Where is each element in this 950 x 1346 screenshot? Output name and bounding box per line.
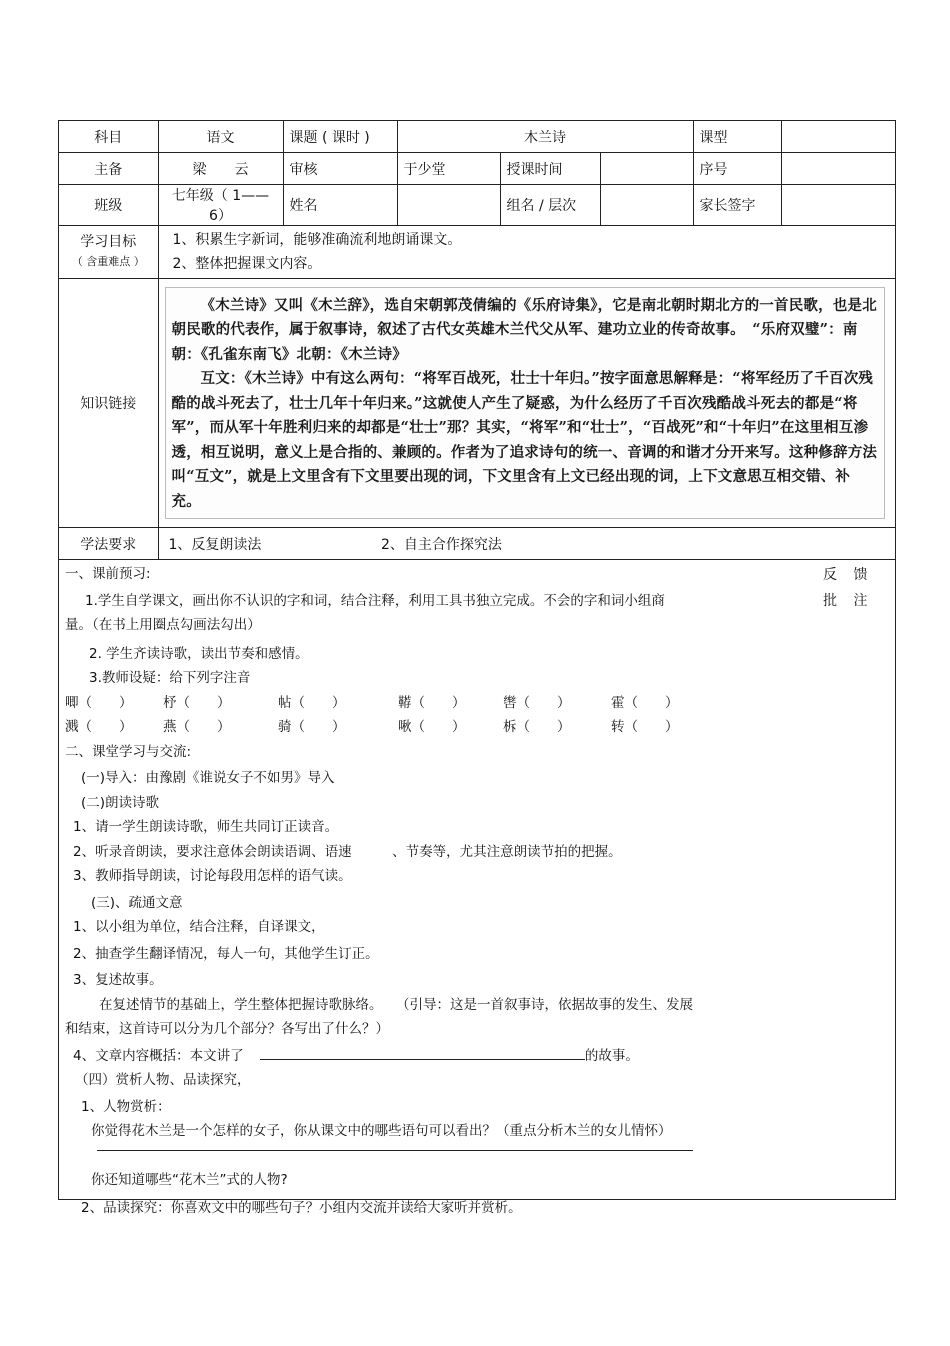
lead-value: 梁 云 bbox=[158, 153, 283, 185]
appreciation-step-1: 1、人物赏析： bbox=[81, 1098, 171, 1115]
subject-value: 语文 bbox=[158, 121, 283, 153]
knowledge-paragraph-2: 互文：《木兰诗》中有这么两句：“将军百战死，壮士十年归。”按字面意思解释是：“将军经历了千百次残酷的战斗死去了，壮士几年十年归来。”这就使人产生了疑惑，为什么经历了千百次残酷战斗死去的都是“将军”，而从军十年胜利归来的却都是“壮士”那？其实，“将军”和“壮士”，“百战死”和“十年归”在这里相互渗透，相互说明，意义上是合指的、兼顾的。作者为了追求诗句的统一、音调的和谐才分开来写。这种修辞方法叫“互文”，就是上文里含有下文里要出现的词，下文里含有上文已经出现的词，上下文意思互相交错、补充。 bbox=[171, 370, 878, 510]
meaning-step-3: 3、复述故事。 bbox=[73, 972, 163, 988]
review-label: 审核 bbox=[283, 153, 397, 185]
subject-label: 科目 bbox=[59, 121, 158, 153]
topic-value: 木兰诗 bbox=[397, 121, 693, 153]
method-item-2: 2、自主合作探究法 bbox=[380, 536, 502, 553]
meaning-step-1: 1、以小组为单位，结合注释，自译课文， bbox=[73, 919, 325, 935]
pinyin-blank[interactable]: 辔（ ） bbox=[503, 694, 571, 711]
knowledge-cell bbox=[158, 279, 895, 528]
summary-blank[interactable] bbox=[260, 1045, 585, 1060]
pinyin-blank[interactable]: 帖（ ） bbox=[278, 694, 346, 711]
parent-value bbox=[781, 185, 895, 226]
reviewer-value: 于少堂 bbox=[397, 153, 500, 185]
meaning-step-2: 2、抽查学生翻译情况，每人一句，其他学生订正。 bbox=[73, 945, 379, 962]
pinyin-blank[interactable]: 霍（ ） bbox=[611, 694, 679, 711]
answer-line[interactable] bbox=[97, 1150, 693, 1151]
method-cell bbox=[158, 528, 895, 560]
section-preview-title: 一、课前预习: bbox=[65, 566, 151, 582]
goal-item-1: 1、积累生字新词，能够准确流利地朗诵课文。 bbox=[172, 232, 462, 248]
lesson-body bbox=[59, 560, 895, 1221]
pinyin-blank[interactable]: 啾（ ） bbox=[398, 719, 466, 735]
goals-label-cell bbox=[59, 226, 158, 279]
summary-line bbox=[65, 1044, 895, 1069]
header-table bbox=[59, 121, 895, 560]
reading-title: (二)朗读诗歌 bbox=[81, 794, 160, 811]
appreciation-question-2: 你还知道哪些“花木兰”式的人物? bbox=[91, 1171, 288, 1188]
reading-step-1: 1、请一学生朗读诗歌，师生共同订正读音。 bbox=[73, 819, 339, 835]
appreciation-question-1: 你觉得花木兰是一个怎样的女子，你从课文中的哪些语句可以看出？（重点分析木兰的女儿情怀） bbox=[91, 1123, 672, 1139]
topic-label: 课题 ( 课时 ) bbox=[283, 121, 397, 153]
appreciation-step-2: 2、品读探究：你喜欢文中的哪些句子？小组内交流并读给大家听并赏析。 bbox=[81, 1200, 522, 1216]
pinyin-row-1 bbox=[65, 691, 895, 716]
class-label: 班级 bbox=[59, 185, 158, 226]
pinyin-blank[interactable]: 柝（ ） bbox=[503, 719, 571, 735]
summary-suffix: 的故事。 bbox=[584, 1047, 639, 1064]
name-value bbox=[397, 185, 500, 226]
retell-guide-a: 在复述情节的基础上，学生整体把握诗歌脉络。 （引导：这是一首叙事诗，依据故事的发生、发展 bbox=[99, 996, 693, 1013]
preview-step-1b: 量。（在书上用圈点勾画法勾出） bbox=[65, 617, 261, 633]
preview-step-2: 2. 学生齐读诗歌，读出节奏和感情。 bbox=[89, 645, 309, 662]
goals-sublabel: （ 含重难点 ） bbox=[71, 255, 145, 268]
feedback-label: 反 馈 批 注 bbox=[823, 567, 874, 609]
pinyin-blank[interactable]: 唧（ ） bbox=[65, 694, 133, 711]
intro-step: (一)导入：由豫剧《谁说女子不如男》导入 bbox=[81, 770, 335, 786]
meaning-title: (三)、疏通文意 bbox=[91, 894, 183, 911]
pinyin-blank[interactable]: 溅（ ） bbox=[65, 719, 133, 735]
goals-label: 学习目标 bbox=[80, 234, 137, 250]
pinyin-blank[interactable]: 骑（ ） bbox=[278, 719, 346, 735]
type-value bbox=[781, 121, 895, 153]
class-value: 七年级（ 1—— 6） bbox=[158, 185, 283, 226]
section-classroom-title: 二、课堂学习与交流: bbox=[65, 743, 192, 760]
pinyin-blank[interactable]: 燕（ ） bbox=[163, 719, 231, 735]
time-label: 授课时间 bbox=[500, 153, 600, 185]
goal-item-2: 2、整体把握课文内容。 bbox=[172, 256, 322, 272]
method-item-1: 1、反复朗读法 bbox=[168, 536, 262, 553]
group-value bbox=[600, 185, 693, 226]
answer-line-wrap bbox=[65, 1144, 895, 1164]
parent-label: 家长签字 bbox=[693, 185, 781, 226]
lesson-plan-sheet bbox=[58, 120, 896, 1216]
time-value bbox=[600, 153, 693, 185]
lead-label: 主备 bbox=[59, 153, 158, 185]
preview-step-3: 3.教师设疑：给下列字注音 bbox=[89, 670, 251, 686]
knowledge-label: 知识链接 bbox=[59, 279, 158, 528]
seq-label: 序号 bbox=[693, 153, 781, 185]
retell-guide-b: 和结束，这首诗可以分为几个部分？各写出了什么？） bbox=[65, 1021, 389, 1037]
reading-step-2: 2、听录音朗读，要求注意体会朗读语调、语速 、节奏等，尤其注意朗读节拍的把握。 bbox=[73, 843, 622, 860]
knowledge-text-box bbox=[165, 287, 886, 520]
seq-value bbox=[781, 153, 895, 185]
pinyin-blank[interactable]: 杼（ ） bbox=[163, 694, 231, 711]
method-label: 学法要求 bbox=[59, 528, 158, 560]
knowledge-paragraph-1: 《木兰诗》又叫《木兰辞》，选自宋朝郭茂倩编的《乐府诗集》，它是南北朝时期北方的一首民歌，也是北朝民歌的代表作，属于叙事诗，叙述了古代女英雄木兰代父从军、建功立业的传奇故事。 “乐府双璧”：南朝：《孔雀东南飞》北朝：《木兰诗》 bbox=[171, 296, 877, 363]
name-label: 姓名 bbox=[283, 185, 397, 226]
pinyin-blank[interactable]: 鞯（ ） bbox=[398, 694, 466, 711]
summary-prompt: 4、文章内容概括：本文讲了 bbox=[73, 1047, 244, 1064]
goals-cell bbox=[158, 226, 895, 279]
type-label: 课型 bbox=[693, 121, 781, 153]
preview-step-1a: 1.学生自学课文，画出你不认识的字和词，结合注释，利用工具书独立完成。不会的字和词小组商 bbox=[85, 592, 665, 609]
group-label: 组名 / 层次 bbox=[500, 185, 600, 226]
appreciation-title: （四）赏析人物、品读探究， bbox=[75, 1072, 251, 1088]
pinyin-blank[interactable]: 转（ ） bbox=[611, 719, 679, 735]
reading-step-3: 3、教师指导朗读，讨论每段用怎样的语气读。 bbox=[73, 868, 352, 884]
pinyin-row-2 bbox=[65, 715, 895, 740]
